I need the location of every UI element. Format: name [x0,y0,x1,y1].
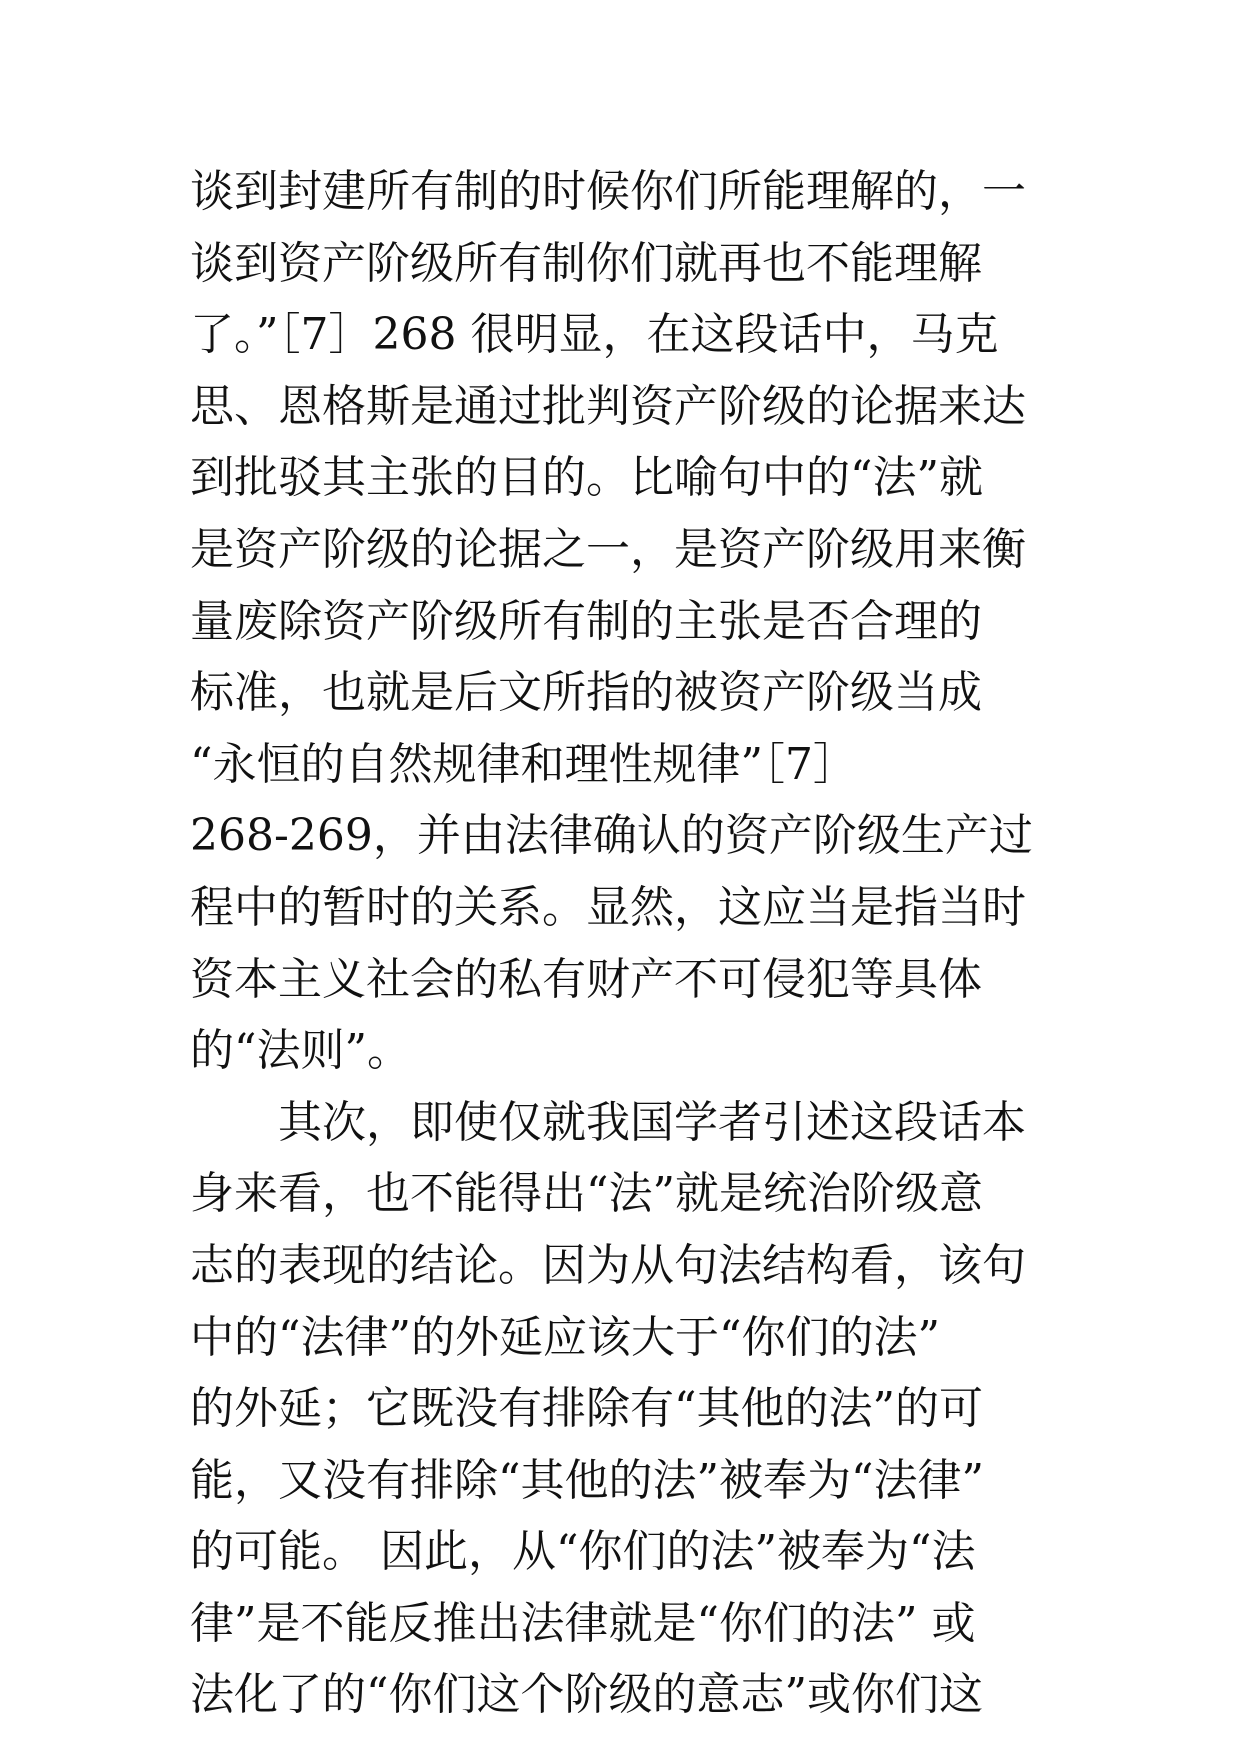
text-line: 的外延；它既没有排除有“其他的法”的可 [190,1383,983,1435]
text-line: 资本主义社会的私有财产不可侵犯等具体 [190,953,982,1005]
text-line: 谈到封建所有制的时候你们所能理解的，一 [190,166,1026,217]
text-line: 标准，也就是后文所指的被资产阶级当成 [190,667,982,719]
text-line: 能，又没有排除“其他的法”被奉为“法律” [190,1454,984,1506]
body-text [190,156,1070,1731]
text-line: 268-269，并由法律确认的资产阶级生产过 [190,810,1033,862]
text-line: 思、恩格斯是通过批判资产阶级的论据来达 [190,380,1026,432]
text-line: 法化了的“你们这个阶级的意志”或你们这 [190,1669,983,1721]
text-line: “永恒的自然规律和理性规律”［7］ [190,738,857,790]
text-line: 中的“法律”的外延应该大于“你们的法” [190,1311,940,1363]
text-line: 的可能。 因此，从“你们的法”被奉为“法 [190,1526,976,1578]
text-line: 量废除资产阶级所有制的主张是否合理的 [190,595,982,647]
text-line: 了。”［7］268 很明显，在这段话中，马克 [190,309,999,361]
text-line: 是资产阶级的论据之一，是资产阶级用来衡 [190,523,1026,575]
text-line: 程中的暂时的关系。显然，这应当是指当时 [190,881,1026,933]
text-line: 律”是不能反推出法律就是“你们的法” 或 [190,1597,976,1649]
text-line-indented: 其次，即使仅就我国学者引述这段话本 [278,1096,1026,1148]
text-line: 志的表现的结论。因为从句法结构看，该句 [190,1239,1026,1291]
text-line: 到批驳其主张的目的。比喻句中的“法”就 [190,452,983,504]
text-line: 身来看，也不能得出“法”就是统治阶级意 [190,1168,983,1220]
text-line: 的“法则”。 [190,1025,411,1077]
text-line: 谈到资产阶级所有制你们就再也不能理解 [190,237,982,289]
